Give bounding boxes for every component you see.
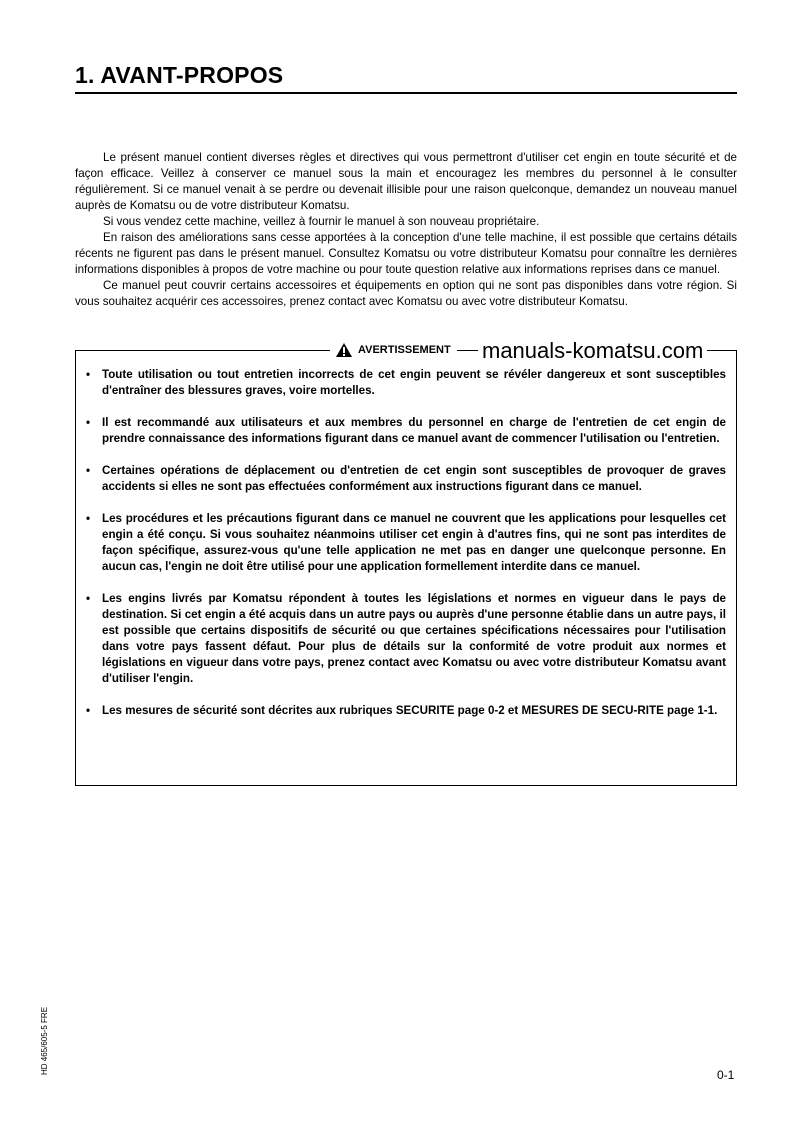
intro-text — [75, 150, 737, 310]
warning-title — [330, 343, 457, 357]
warning-item — [86, 415, 726, 447]
warning-item — [86, 511, 726, 575]
bullet: • — [86, 704, 91, 717]
warning-item — [86, 703, 726, 719]
bullet: • — [86, 368, 91, 381]
intro-paragraph: Le présent manuel contient diverses règles et directives qui vous permettront d'utiliser cet engin en toute sécurité et de façon efficace. Veillez à conserver ce manuel sous la main et encouragez les membres du personnel à le consulter régulièrement. Si ce manuel venait à se perdre ou devenait illisible pour une raison quelconque, demandez un nouveau manuel auprès de Komatsu ou de votre distributeur Komatsu. — [75, 151, 737, 212]
title-rule — [75, 92, 737, 94]
warning-item-text: Toute utilisation ou tout entretien incorrects de cet engin peuvent se révéler dangereux et sont susceptibles d'entraîner des blessures graves, voire mortelles. — [102, 368, 726, 397]
intro-paragraph: En raison des améliorations sans cesse apportées à la conception d'une telle machine, il est possible que certains détails récents ne figurent pas dans le présent manuel. Consultez Komatsu ou votre distributeur Komatsu pour connaître les dernières informations disponibles à propos de votre machine ou pour toute question relative aux informations reprises dans ce manuel. — [75, 231, 737, 276]
document-code: HD 465/605-5 FRE — [40, 1006, 49, 1075]
bullet: • — [86, 416, 91, 429]
warning-item — [86, 591, 726, 687]
bullet: • — [86, 464, 91, 477]
warning-item-text: Les procédures et les précautions figurant dans ce manuel ne couvrent que les applications pour lesquelles cet engin a été conçu. Si vous souhaitez néanmoins utiliser cet engin à d'autres fins, qui ne sont pas interdites de façon spécifique, assurez-vous qu'une telle application ne met pas en danger une quelconque personne. En aucun cas, l'engin ne doit être utilisé pour une application formellement interdite dans ce manuel. — [102, 512, 726, 573]
warning-list — [86, 367, 726, 735]
intro-paragraph: Si vous vendez cette machine, veillez à fournir le manuel à son nouveau propriétaire. — [103, 215, 540, 228]
warning-item — [86, 367, 726, 399]
bullet: • — [86, 592, 91, 605]
warning-triangle-icon — [336, 343, 352, 357]
watermark: manuals-komatsu.com — [478, 338, 707, 363]
warning-title-text: AVERTISSEMENT — [358, 344, 451, 356]
page-title: 1. AVANT-PROPOS — [75, 62, 284, 88]
warning-item — [86, 463, 726, 495]
intro-paragraph: Ce manuel peut couvrir certains accessoires et équipements en option qui ne sont pas disponibles dans votre région. Si vous souhaitez acquérir ces accessoires, prenez contact avec Komatsu ou avec votre distributeur Komatsu. — [75, 279, 737, 308]
bullet: • — [86, 512, 91, 525]
warning-item-text: Certaines opérations de déplacement ou d'entretien de cet engin sont susceptibles de provoquer de graves accidents si elles ne sont pas effectuées conformément aux instructions figurant dans ce manuel. — [102, 464, 726, 493]
warning-item-text: Il est recommandé aux utilisateurs et aux membres du personnel en charge de l'entretien de cet engin de prendre connaissance des informations figurant dans ce manuel avant de commencer l'utilisation ou l'entretien. — [102, 416, 726, 445]
warning-item-text: Les engins livrés par Komatsu répondent à toutes les législations et normes en vigueur dans le pays de destination. Si cet engin a été acquis dans un autre pays ou auprès d'une personne établie dans un autre pays, il est possible que certains dispositifs de sécurité ou que certaines spécifications nécessaires pour l'utilisation dans votre pays fassent défaut. Pour plus de détails sur la conformité de votre produit aux normes et législations en vigueur dans votre pays, prenez contact avec Komatsu ou avec votre distributeur Komatsu avant d'utiliser l'engin. — [102, 592, 726, 685]
warning-item-text: Les mesures de sécurité sont décrites aux rubriques SECURITE page 0-2 et MESURES DE SECU-RITE page 1-1. — [102, 704, 718, 717]
page-number: 0-1 — [717, 1068, 735, 1082]
